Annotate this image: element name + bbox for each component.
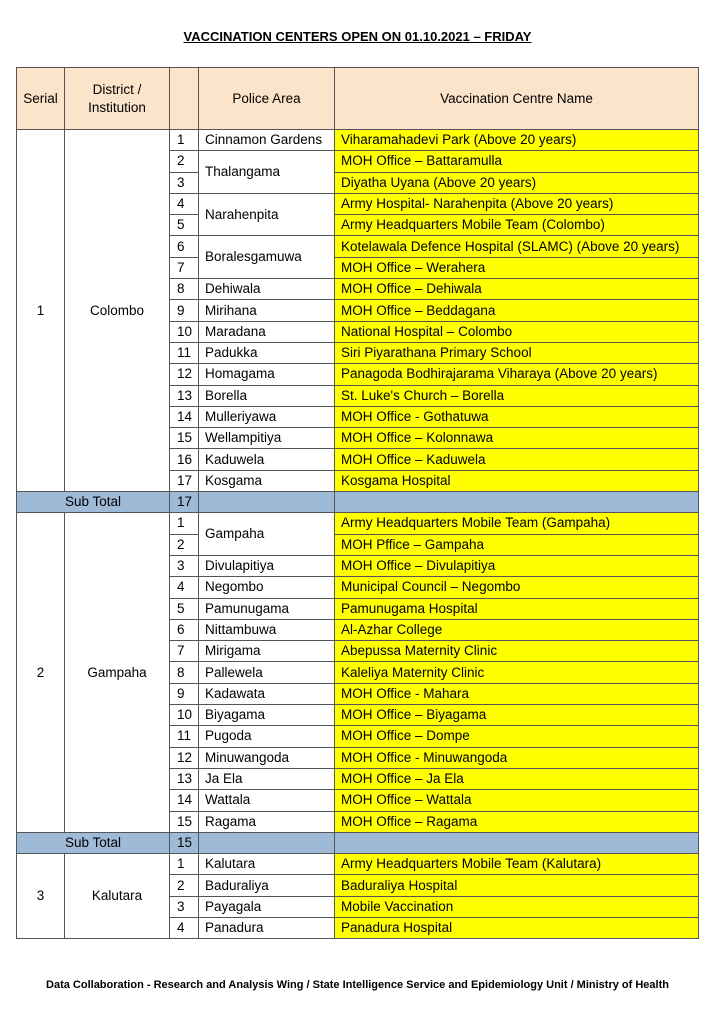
vaccination-centre-cell: MOH Office – Divulapitiya: [335, 555, 699, 576]
vaccination-centre-cell: Army Headquarters Mobile Team (Gampaha): [335, 513, 699, 534]
row-number-cell: 4: [170, 193, 199, 214]
police-area-cell: Kadawata: [199, 683, 335, 704]
row-number-cell: 12: [170, 364, 199, 385]
vaccination-centre-cell: Army Hospital- Narahenpita (Above 20 years): [335, 193, 699, 214]
police-area-cell: Thalangama: [199, 151, 335, 194]
row-number-cell: 17: [170, 470, 199, 491]
row-number-cell: 4: [170, 577, 199, 598]
police-area-cell: Panadura: [199, 917, 335, 938]
subtotal-empty-cell: [335, 832, 699, 853]
vaccination-centre-cell: MOH Office – Dompe: [335, 726, 699, 747]
row-number-cell: 7: [170, 641, 199, 662]
police-area-cell: Minuwangoda: [199, 747, 335, 768]
vaccination-centre-cell: Kosgama Hospital: [335, 470, 699, 491]
vaccination-centre-cell: MOH Office - Mahara: [335, 683, 699, 704]
subtotal-empty-cell: [335, 492, 699, 513]
vaccination-centre-cell: Viharamahadevi Park (Above 20 years): [335, 130, 699, 151]
row-number-cell: 14: [170, 790, 199, 811]
serial-cell: 2: [17, 513, 65, 832]
police-area-cell: Gampaha: [199, 513, 335, 556]
vaccination-centre-cell: MOH Office – Ja Ela: [335, 768, 699, 789]
vaccination-centre-cell: St. Luke's Church – Borella: [335, 385, 699, 406]
row-number-cell: 10: [170, 705, 199, 726]
vaccination-centre-cell: MOH Office – Kolonnawa: [335, 428, 699, 449]
footer-credits: Data Collaboration - Research and Analysis Wing / State Intelligence Service and Epidemiology Unit / Ministry of Health: [46, 979, 669, 991]
police-area-cell: Nittambuwa: [199, 619, 335, 640]
row-number-cell: 5: [170, 598, 199, 619]
vaccination-centres-table: [16, 67, 699, 939]
police-area-cell: Mulleriyawa: [199, 406, 335, 427]
row-number-cell: 1: [170, 513, 199, 534]
vaccination-centre-cell: Siri Piyarathana Primary School: [335, 342, 699, 363]
police-area-cell: Borella: [199, 385, 335, 406]
vaccination-centre-cell: MOH Pffice – Gampaha: [335, 534, 699, 555]
row-number-cell: 2: [170, 534, 199, 555]
vaccination-centre-cell: MOH Office - Minuwangoda: [335, 747, 699, 768]
row-number-cell: 1: [170, 854, 199, 875]
vaccination-centre-cell: Baduraliya Hospital: [335, 875, 699, 896]
police-area-cell: Boralesgamuwa: [199, 236, 335, 279]
police-area-cell: Biyagama: [199, 705, 335, 726]
row-number-cell: 9: [170, 300, 199, 321]
document-title: VACCINATION CENTERS OPEN ON 01.10.2021 – FRIDAY: [183, 29, 532, 44]
vaccination-centre-cell: MOH Office – Wattala: [335, 790, 699, 811]
header-police-area: Police Area: [199, 68, 335, 130]
district-cell: Colombo: [65, 130, 170, 492]
subtotal-empty-cell: [199, 492, 335, 513]
row-number-cell: 11: [170, 726, 199, 747]
vaccination-centre-cell: Mobile Vaccination: [335, 896, 699, 917]
row-number-cell: 4: [170, 917, 199, 938]
vaccination-centre-cell: Abepussa Maternity Clinic: [335, 641, 699, 662]
subtotal-value: 15: [170, 832, 199, 853]
row-number-cell: 6: [170, 236, 199, 257]
row-number-cell: 5: [170, 215, 199, 236]
row-number-cell: 3: [170, 896, 199, 917]
vaccination-centre-cell: MOH Office – Ragama: [335, 811, 699, 832]
subtotal-row: [17, 492, 699, 513]
row-number-cell: 15: [170, 428, 199, 449]
police-area-cell: Kalutara: [199, 854, 335, 875]
row-number-cell: 6: [170, 619, 199, 640]
police-area-cell: Padukka: [199, 342, 335, 363]
table-header-row: [17, 68, 699, 130]
police-area-cell: Maradana: [199, 321, 335, 342]
vaccination-centre-cell: Panagoda Bodhirajarama Viharaya (Above 20 years): [335, 364, 699, 385]
police-area-cell: Pugoda: [199, 726, 335, 747]
row-number-cell: 1: [170, 130, 199, 151]
row-number-cell: 10: [170, 321, 199, 342]
police-area-cell: Narahenpita: [199, 193, 335, 236]
police-area-cell: Kosgama: [199, 470, 335, 491]
table-row: [17, 130, 699, 151]
vaccination-centre-cell: Panadura Hospital: [335, 917, 699, 938]
vaccination-centre-cell: Diyatha Uyana (Above 20 years): [335, 172, 699, 193]
vaccination-centre-cell: Al-Azhar College: [335, 619, 699, 640]
vaccination-centre-cell: MOH Office - Gothatuwa: [335, 406, 699, 427]
vaccination-centre-cell: MOH Office – Biyagama: [335, 705, 699, 726]
police-area-cell: Divulapitiya: [199, 555, 335, 576]
subtotal-row: [17, 832, 699, 853]
vaccination-centre-cell: MOH Office – Werahera: [335, 257, 699, 278]
police-area-cell: Payagala: [199, 896, 335, 917]
police-area-cell: Wellampitiya: [199, 428, 335, 449]
row-number-cell: 3: [170, 555, 199, 576]
row-number-cell: 7: [170, 257, 199, 278]
row-number-cell: 13: [170, 768, 199, 789]
subtotal-empty-cell: [199, 832, 335, 853]
police-area-cell: Mirihana: [199, 300, 335, 321]
row-number-cell: 8: [170, 662, 199, 683]
vaccination-centre-cell: MOH Office – Beddagana: [335, 300, 699, 321]
vaccination-centre-cell: MOH Office – Battaramulla: [335, 151, 699, 172]
table-row: [17, 513, 699, 534]
vaccination-centre-cell: Kaleliya Maternity Clinic: [335, 662, 699, 683]
vaccination-centre-cell: MOH Office – Dehiwala: [335, 279, 699, 300]
row-number-cell: 9: [170, 683, 199, 704]
vaccination-centre-cell: National Hospital – Colombo: [335, 321, 699, 342]
district-cell: Kalutara: [65, 854, 170, 939]
vaccination-centre-cell: Pamunugama Hospital: [335, 598, 699, 619]
police-area-cell: Pallewela: [199, 662, 335, 683]
district-cell: Gampaha: [65, 513, 170, 832]
header-centre-name: Vaccination Centre Name: [335, 68, 699, 130]
police-area-cell: Baduraliya: [199, 875, 335, 896]
police-area-cell: Cinnamon Gardens: [199, 130, 335, 151]
police-area-cell: Pamunugama: [199, 598, 335, 619]
vaccination-centre-cell: Kotelawala Defence Hospital (SLAMC) (Above 20 years): [335, 236, 699, 257]
header-district: District / Institution: [65, 68, 170, 130]
row-number-cell: 15: [170, 811, 199, 832]
subtotal-value: 17: [170, 492, 199, 513]
vaccination-centre-cell: Army Headquarters Mobile Team (Kalutara): [335, 854, 699, 875]
subtotal-label: Sub Total: [17, 492, 170, 513]
row-number-cell: 2: [170, 875, 199, 896]
row-number-cell: 2: [170, 151, 199, 172]
header-serial: Serial: [17, 68, 65, 130]
police-area-cell: Wattala: [199, 790, 335, 811]
police-area-cell: Negombo: [199, 577, 335, 598]
row-number-cell: 8: [170, 279, 199, 300]
row-number-cell: 13: [170, 385, 199, 406]
serial-cell: 1: [17, 130, 65, 492]
serial-cell: 3: [17, 854, 65, 939]
table-row: [17, 854, 699, 875]
police-area-cell: Dehiwala: [199, 279, 335, 300]
row-number-cell: 12: [170, 747, 199, 768]
header-number: [170, 68, 199, 130]
vaccination-centre-cell: MOH Office – Kaduwela: [335, 449, 699, 470]
vaccination-centre-cell: Army Headquarters Mobile Team (Colombo): [335, 215, 699, 236]
row-number-cell: 16: [170, 449, 199, 470]
subtotal-label: Sub Total: [17, 832, 170, 853]
police-area-cell: Homagama: [199, 364, 335, 385]
row-number-cell: 11: [170, 342, 199, 363]
row-number-cell: 3: [170, 172, 199, 193]
vaccination-centre-cell: Municipal Council – Negombo: [335, 577, 699, 598]
police-area-cell: Ja Ela: [199, 768, 335, 789]
row-number-cell: 14: [170, 406, 199, 427]
police-area-cell: Kaduwela: [199, 449, 335, 470]
police-area-cell: Mirigama: [199, 641, 335, 662]
police-area-cell: Ragama: [199, 811, 335, 832]
